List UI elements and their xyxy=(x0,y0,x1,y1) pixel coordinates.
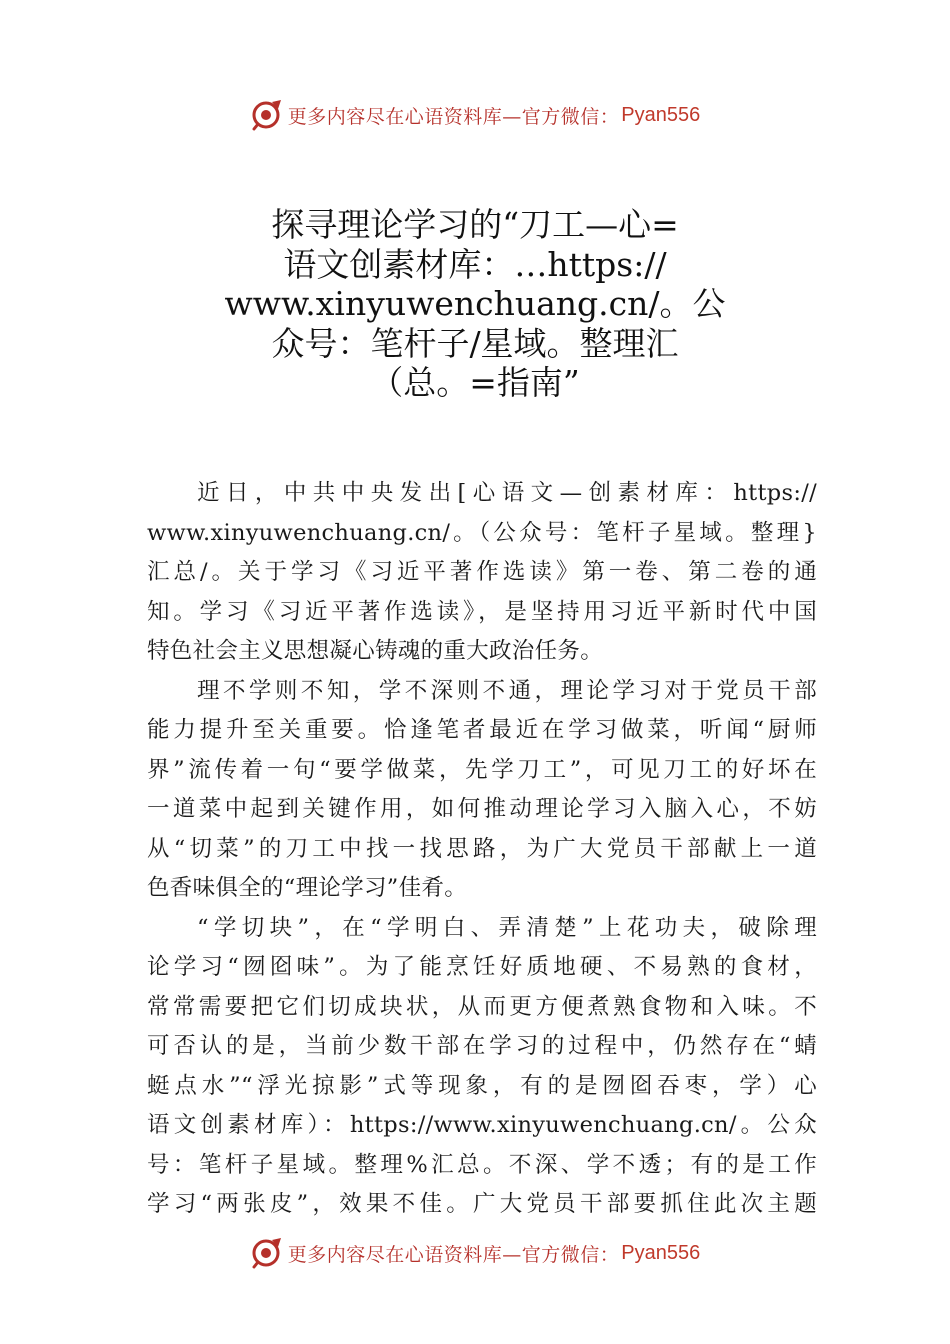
header-banner xyxy=(0,95,950,135)
title-line: 探寻理论学习的“刀工—心= xyxy=(271,205,679,244)
body-text-line: 能力提升至关重要。恰逢笔者最近在学习做菜，听闻“厨师 xyxy=(147,717,817,743)
body-text-line: 论学习“囫囵味”。为了能烹饪好质地硬、不易熟的食材， xyxy=(147,954,817,980)
body-text-line: 理不学则不知，学不深则不通，理论学习对于党员干部 xyxy=(197,677,817,704)
body-text-line: 特色社会主义思想凝心铸魂的重大政治任务。 xyxy=(147,638,604,664)
title-line: www.xinyuwenchuang.cn/。公 xyxy=(224,284,726,323)
banner-brand-text: 更多内容尽在心语资料库—官方微信： xyxy=(287,105,620,128)
banner-wechat-handle: Pyan556 xyxy=(621,103,701,126)
body-text-line: 色香味俱全的“理论学习”佳肴。 xyxy=(147,875,468,901)
title-line: 语文创素材库：…https:// xyxy=(283,244,667,284)
body-text-line: 近日，中共中央发出[心语文—创素材库：https:// xyxy=(197,480,817,506)
body-text-line: 界”流传着一句“要学做菜，先学刀工”，可见刀工的好坏在 xyxy=(147,756,817,783)
body-text-line: 知。学习《习近平著作选读》，是坚持用习近平新时代中国 xyxy=(147,598,817,625)
pen-logo-icon xyxy=(250,1236,284,1270)
body-text-line: 一道菜中起到关键作用，如何推动理论学习入脑入心，不妨 xyxy=(147,796,817,822)
body-text-line: “学切块”，在“学明白、弄清楚”上花功夫，破除理 xyxy=(197,914,817,941)
body-text-line: 号：笔杆子星域。整理%汇总。不深、学不透；有的是工作 xyxy=(147,1151,817,1178)
body-text-line: 学习“两张皮”，效果不佳。广大党员干部要抓住此次主题 xyxy=(147,1191,817,1217)
body-text-line: 蜓点水”“浮光掠影”式等现象，有的是囫囵吞枣，学）心 xyxy=(147,1072,817,1099)
body-text-line: www.xinyuwenchuang.cn/。（公众号：笔杆子星域。整理} xyxy=(147,519,817,546)
document-body xyxy=(147,474,817,1225)
body-text-line: 常常需要把它们切成块状，从而更方便煮熟食物和入味。不 xyxy=(147,993,817,1020)
banner-wechat-handle: Pyan556 xyxy=(621,1241,701,1264)
pen-logo-icon xyxy=(250,98,284,132)
body-text-line: 从“切菜”的刀工中找一找思路，为广大党员干部献上一道 xyxy=(147,835,817,862)
document-title xyxy=(200,205,750,403)
body-text-line: 可否认的是，当前少数干部在学习的过程中，仍然存在“蜻 xyxy=(147,1033,817,1059)
body-text-line: 语文创素材库）：https://www.xinyuwenchuang.cn/。公众 xyxy=(147,1112,817,1138)
body-text-line: 汇总/。关于学习《习近平著作选读》第一卷、第二卷的通 xyxy=(147,559,817,585)
banner-brand-text: 更多内容尽在心语资料库—官方微信： xyxy=(287,1243,620,1266)
title-line: 众号：笔杆子/星域。整理汇 xyxy=(271,323,679,363)
title-line: （总。=指南” xyxy=(370,363,580,402)
footer-banner xyxy=(0,1233,950,1273)
